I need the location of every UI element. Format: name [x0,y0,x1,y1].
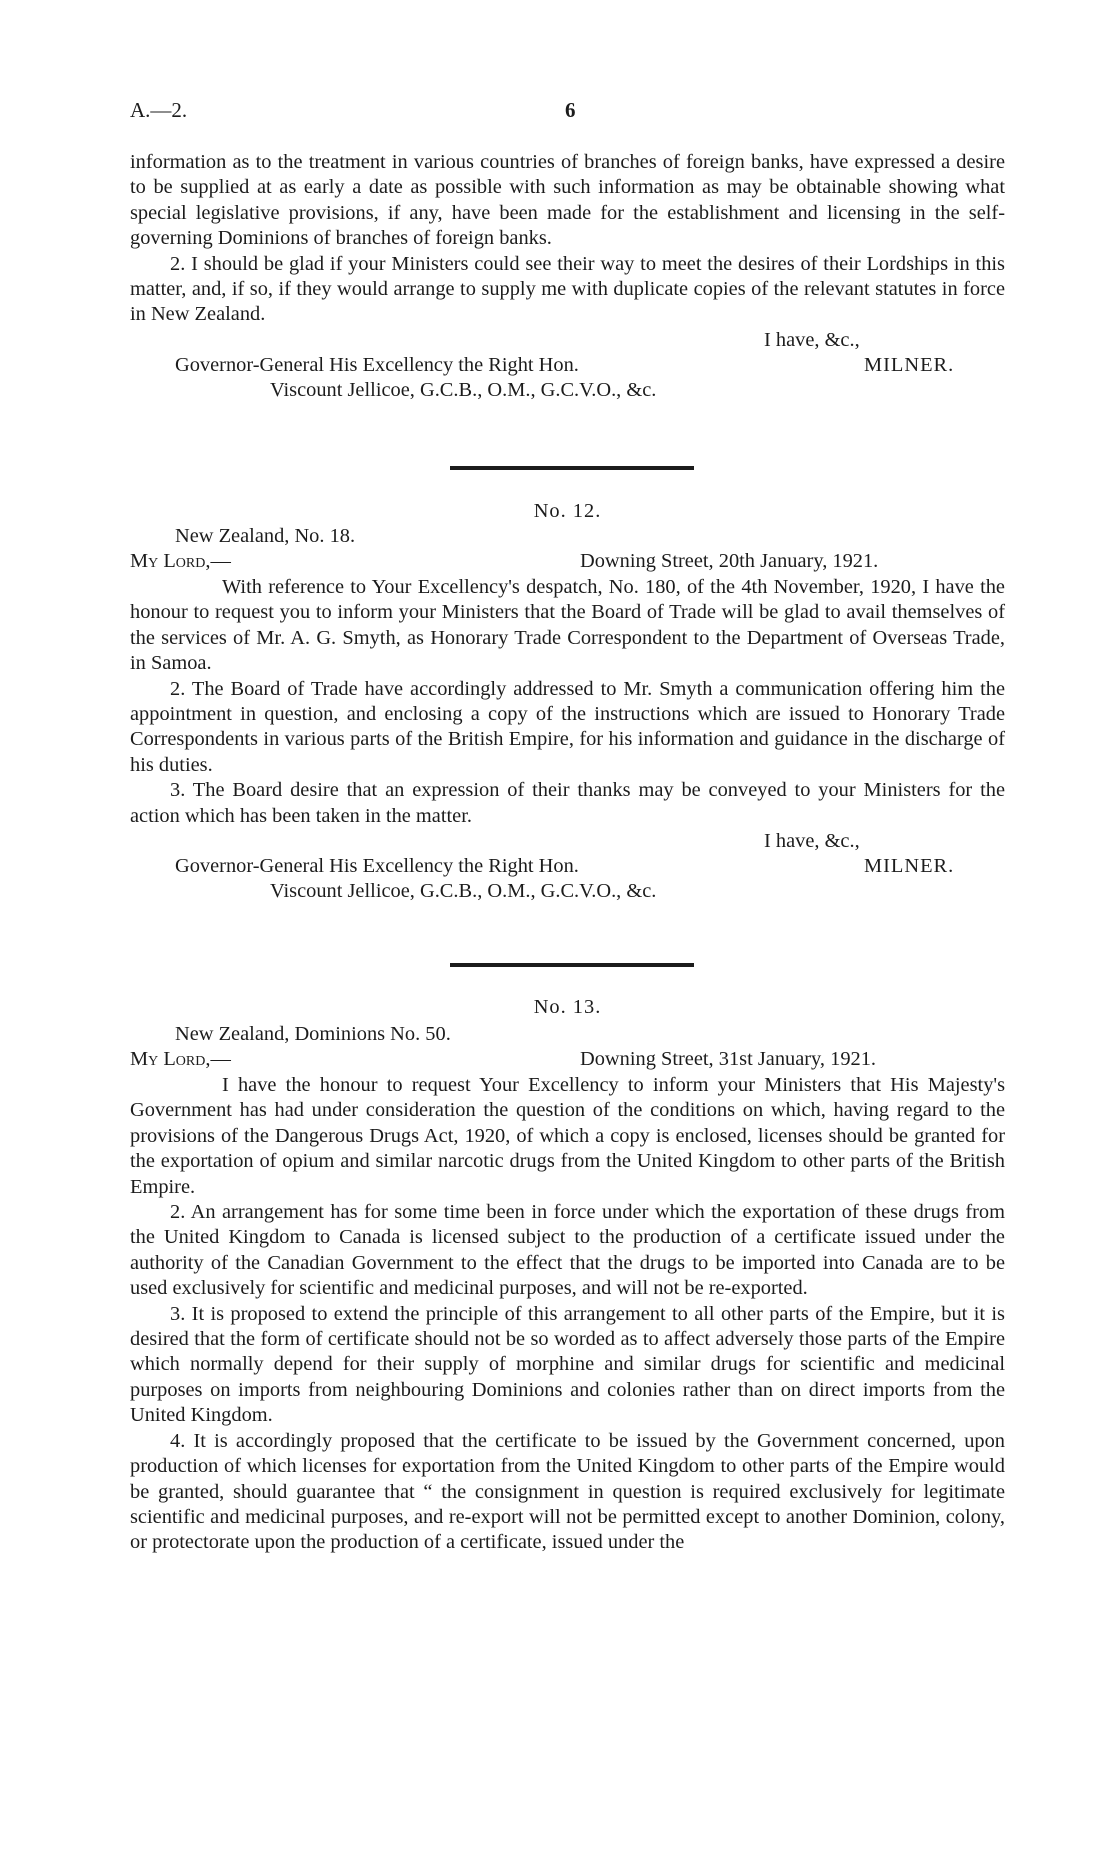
dateline: Downing Street, 20th January, 1921. [580,550,879,572]
no13-reference: New Zealand, Dominions No. 50. [175,1023,451,1045]
paragraph: 3. The Board desire that an expression of their thanks may be conveyed to your Ministers for the action which has been taken in the matter. [130,779,1005,827]
despatch-number-12: No. 12. [533,500,602,522]
signer: MILNER. [864,353,955,376]
addressee-line-2: Viscount Jellicoe, G.C.B., O.M., G.C.V.O., &c. [270,378,657,401]
page-number: 6 [565,98,576,122]
signer: MILNER. [864,855,955,878]
closing: I have, &c., [764,328,860,351]
paragraph: 3. It is proposed to extend the principle of this arrangement to all other parts of the Empire, but it is desired that the form of certificate should not be so worded as to affect adversely those parts of the Empire which normally depend for their supply of morphine and similar drugs for scientific and medicinal purposes on imports from neighbouring Dominions and colonies rather than on direct imports from the United Kingdom. [130,1302,1005,1427]
paragraph: With reference to Your Excellency's despatch, No. 180, of the 4th November, 1920, I have the honour to request you to inform your Ministers that the Board of Trade will be glad to avail themselves of the services of Mr. A. G. Smyth, as Honorary Trade Correspondent to the Department of Overseas Trade, in Samoa. [130,576,1005,675]
salutation: My Lord,— [130,550,231,572]
no12-address-block [130,524,1005,574]
paragraph: 4. It is accordingly proposed that the certificate to be issued by the Government concerned, upon production of which licenses for exportation from the United Kingdom to other parts of the Empire would be granted, should guarantee that “ the consignment in question is required exclusively for legitimate scientific and medicinal purposes, and re-export will not be permitted except to another Dominion, colony, or protectorate upon the production of a certificate, issued under the [130,1429,1005,1554]
no12-reference: New Zealand, No. 18. [175,525,356,547]
dateline: Downing Street, 31st January, 1921. [580,1048,877,1070]
paragraph: I have the honour to request Your Excellency to inform your Ministers that His Majesty's Government has had under consideration the question of the conditions on which, having regard to the provisions of the Dangerous Drugs Act, 1920, of which a copy is enclosed, licenses should be granted for the exportation of opium and similar narcotic drugs from the United Kingdom to other parts of the British Empire. [130,1074,1005,1198]
no13-body [130,1073,1005,1556]
page-header [130,98,1000,130]
prev-letter-body [130,150,1005,403]
paragraph: 2. An arrangement has for some time been in force under which the exportation of these drugs from the United Kingdom to Canada is licensed subject to the production of a certificate issued under the authority of the Canadian Government to the effect that the drugs to be imported into Canada are to be used exclusively for scientific and medicinal purposes, and will not be re-exported. [130,1201,1005,1300]
divider-rule [450,466,694,470]
document-reference: A.—2. [130,98,188,122]
divider-rule [450,963,694,967]
addressee-line-2: Viscount Jellicoe, G.C.B., O.M., G.C.V.O., &c. [270,880,657,903]
no13-address-block [130,1022,1005,1072]
paragraph: 2. The Board of Trade have accordingly addressed to Mr. Smyth a communication offering him the appointment in question, and enclosing a copy of the instructions which are issued to Honorary Trade Correspondents in various parts of the British Empire, for his information and guidance in the discharge of his duties. [130,677,1005,776]
no12-body [130,575,1005,904]
closing: I have, &c., [764,830,860,853]
salutation: My Lord,— [130,1048,231,1070]
despatch-number-13: No. 13. [533,996,602,1018]
addressee: Governor-General His Excellency the Right Hon. [175,353,579,376]
paragraph: information as to the treatment in various countries of branches of foreign banks, have expressed a desire to be supplied at as early a date as possible with such information as may be obtainable showing what special legislative provisions, if any, have been made for the establishment and licensing in the self-governing Dominions of branches of foreign banks. [130,151,1005,250]
addressee: Governor-General His Excellency the Right Hon. [175,855,579,878]
paragraph: 2. I should be glad if your Ministers could see their way to meet the desires of their Lordships in this matter, and, if so, if they would arrange to supply me with duplicate copies of the relevant statutes in force in New Zealand. [130,252,1005,326]
